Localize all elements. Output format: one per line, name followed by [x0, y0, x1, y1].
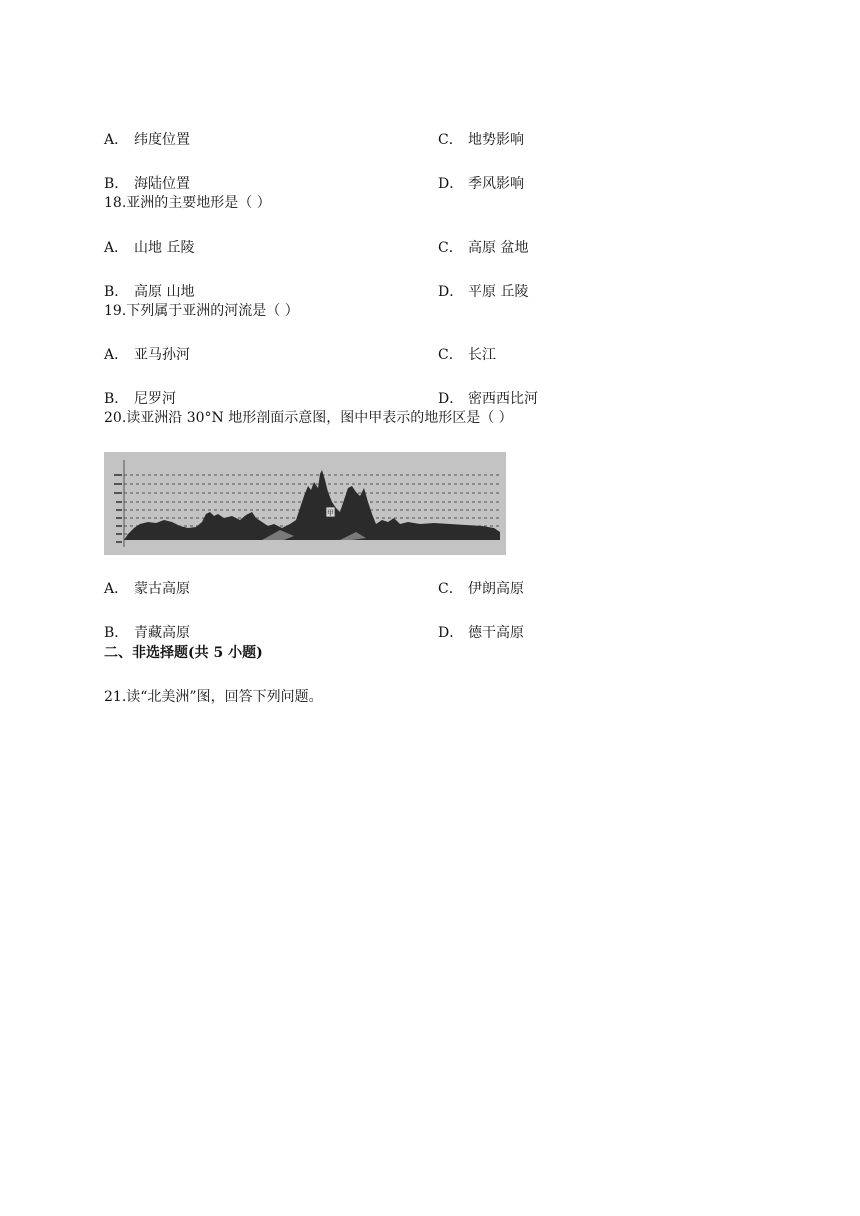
q17-option-c — [438, 131, 524, 149]
option-letter: C． — [438, 581, 463, 597]
q17-option-a — [104, 131, 190, 149]
option-letter: A． — [104, 581, 129, 597]
q17-option-d — [438, 175, 524, 193]
figure-label-jia: 甲 — [327, 509, 334, 517]
option-letter: A． — [104, 240, 129, 256]
q19-option-d — [438, 390, 538, 408]
option-text: 季风影响 — [468, 176, 524, 192]
q19-stem: 19.下列属于亚洲的河流是（ ） — [104, 303, 299, 319]
option-letter: D． — [438, 284, 464, 300]
option-letter: B． — [104, 176, 129, 192]
option-text: 伊朗高原 — [468, 581, 524, 597]
option-letter: C． — [438, 240, 463, 256]
terrain-profile-silhouette — [124, 470, 500, 540]
option-text: 亚马孙河 — [134, 347, 190, 363]
option-letter: D． — [438, 625, 464, 641]
option-text: 高原 山地 — [134, 284, 195, 300]
option-text: 密西西比河 — [468, 391, 538, 407]
q19-option-b — [104, 390, 176, 408]
q20-option-a — [104, 580, 190, 598]
q20-stem: 20.读亚洲沿 30°N 地形剖面示意图，图中甲表示的地形区是（ ） — [104, 410, 513, 426]
option-text: 尼罗河 — [134, 391, 176, 407]
option-text: 海陆位置 — [134, 176, 190, 192]
option-text: 德干高原 — [468, 625, 524, 641]
terrain-profile-graphic — [104, 452, 506, 555]
section-heading: 二、非选择题(共 5 小题) — [104, 645, 263, 661]
option-letter: C． — [438, 132, 463, 148]
q18-option-d — [438, 283, 528, 301]
option-text: 长江 — [468, 347, 496, 363]
q17-option-b — [104, 175, 190, 193]
q19-option-c — [438, 346, 496, 364]
option-letter: A． — [104, 132, 129, 148]
option-text: 山地 丘陵 — [134, 240, 195, 256]
option-letter: D． — [438, 176, 464, 192]
q21-stem: 21.读“北美洲”图，回答下列问题。 — [104, 689, 323, 705]
option-letter: D． — [438, 391, 464, 407]
option-text: 高原 盆地 — [468, 240, 529, 256]
option-letter: B． — [104, 284, 129, 300]
option-text: 青藏高原 — [134, 625, 190, 641]
q18-stem: 18.亚洲的主要地形是（ ） — [104, 195, 271, 211]
elevation-tick-marks — [114, 474, 122, 543]
q18-option-c — [438, 239, 528, 257]
q20-option-c — [438, 580, 524, 598]
option-text: 平原 丘陵 — [468, 284, 529, 300]
option-letter: C． — [438, 347, 463, 363]
q18-option-a — [104, 239, 194, 257]
option-text: 地势影响 — [468, 132, 524, 148]
q19-option-a — [104, 346, 190, 364]
q18-option-b — [104, 283, 194, 301]
option-letter: B． — [104, 625, 129, 641]
option-text: 纬度位置 — [134, 132, 190, 148]
q20-option-b — [104, 624, 190, 642]
terrain-profile-figure — [104, 452, 506, 555]
option-text: 蒙古高原 — [134, 581, 190, 597]
option-letter: B． — [104, 391, 129, 407]
option-letter: A． — [104, 347, 129, 363]
q20-option-d — [438, 624, 524, 642]
